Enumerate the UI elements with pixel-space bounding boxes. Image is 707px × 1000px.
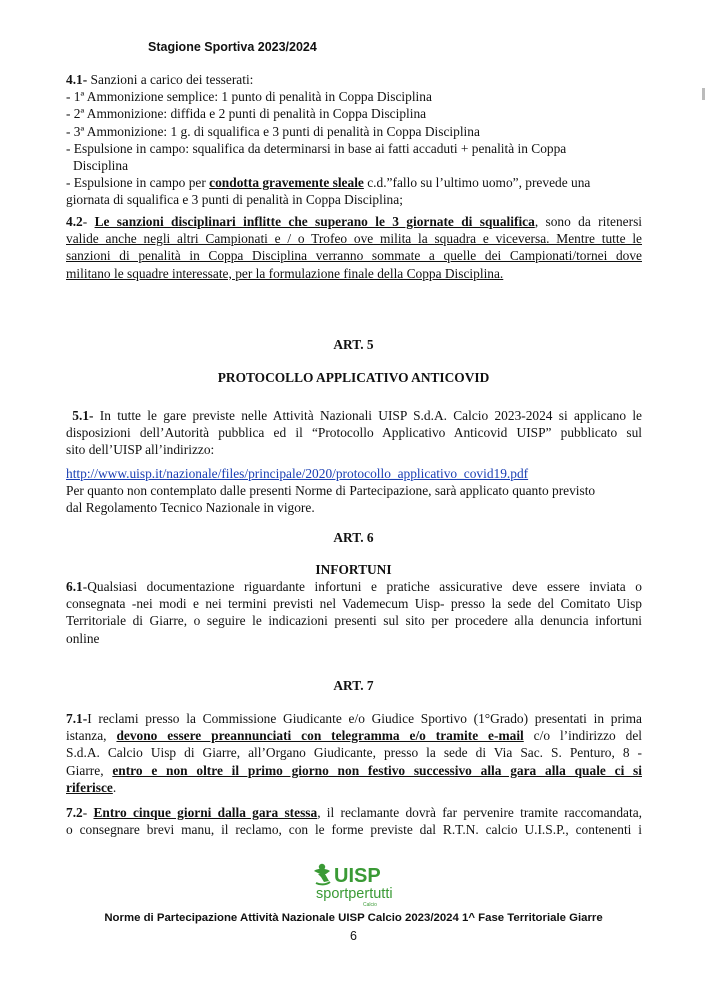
paragraph-text: . — [112, 779, 117, 795]
article-title: ART. 6 — [333, 530, 374, 545]
list-item-rest: c.d.”fallo su l’ultimo uomo”, prevede una — [363, 175, 591, 191]
logo-brand: UISP — [334, 865, 381, 887]
uisp-logo — [308, 861, 418, 907]
section-number: 4.1- — [66, 72, 88, 87]
article-subtitle: PROTOCOLLO APPLICATIVO ANTICOVID — [217, 370, 490, 385]
paragraph-text: disposizioni dell’Autorità pubblica ed il “Protocollo Applicativo Anticovid UISP” pubblicato sul — [66, 425, 642, 441]
paragraph-text: consegnata -nei modi e nei termini previsti nel Vademecum Uisp- presso la sede del Comitato Uisp — [66, 596, 642, 612]
paragraph-text: sanzioni di penalità in Coppa Disciplina verranno sommate a quelle dei Campionati/tornei dove — [66, 248, 642, 264]
paragraph-text: , sono da ritenersi — [534, 214, 643, 229]
section-5-1 — [66, 407, 642, 516]
emphasis-text: devono essere preannunciati con telegramma e/o tramite e-mail — [116, 728, 524, 744]
section-6-1 — [66, 578, 642, 647]
section-number: 6.1 — [66, 579, 83, 594]
footer-title: Norme di Partecipazione Attività Nazionale UISP Calcio 2023/2024 1^ Fase Territoriale Giarre — [104, 912, 603, 924]
page-number: 6 — [350, 929, 357, 943]
paragraph-text: Per quanto non contemplato dalle presenti Norme di Partecipazione, sarà applicato quanto previsto — [66, 482, 596, 498]
paragraph-text: dal Regolamento Tecnico Nazionale in vigore. — [66, 500, 315, 516]
page-edge-mark — [702, 88, 705, 100]
list-item: - Espulsione in campo per — [66, 175, 210, 191]
emphasis-text: entro e non oltre il primo giorno non festivo successivo alla gara alla quale ci si — [112, 762, 642, 778]
section-number: 4.2 — [66, 214, 83, 229]
section-4-1 — [66, 71, 642, 209]
emphasis-text: Entro cinque giorni dalla gara stessa — [93, 805, 318, 820]
list-item-continuation: Disciplina — [73, 158, 129, 174]
uisp-logo-icon — [308, 861, 418, 907]
paragraph-text: c/o l’indirizzo del — [523, 728, 642, 744]
emphasis-text: condotta gravemente sleale — [209, 175, 364, 191]
paragraph-text: istanza, — [66, 728, 117, 744]
paragraph-text: online — [66, 630, 100, 646]
list-item-continuation: giornata di squalifica e 3 punti di penalità in Coppa Disciplina; — [66, 192, 403, 208]
paragraph-text: Giarre, — [66, 762, 113, 778]
season-header: Stagione Sportiva 2023/2024 — [148, 40, 317, 54]
paragraph-text: valide anche negli altri Campionati e / o Trofeo ove milita la squadra e viceversa. Mentre tutte le — [66, 231, 642, 247]
section-4-2 — [66, 213, 642, 282]
paragraph-text: militano le squadre interessate, per la formulazione finale della Coppa Disciplina. — [66, 265, 504, 281]
article-subtitle: INFORTUNI — [315, 562, 392, 577]
paragraph-text: -Qualsiasi documentazione riguardante infortuni e pratiche assicurative deve essere inviata o — [82, 579, 642, 594]
section-number: 7.2 — [66, 805, 83, 820]
list-item: - 3ª Ammonizione: 1 g. di squalifica e 3 punti di penalità in Coppa Disciplina — [66, 123, 480, 139]
section-number: 5.1- — [72, 408, 94, 423]
emphasis-text: Le sanzioni disciplinari inflitte che superano le 3 giornate di squalifica — [94, 214, 535, 229]
paragraph-text: I reclami presso la Commissione Giudicante e/o Giudice Sportivo (1°Grado) presentati in prima — [87, 711, 642, 726]
section-7-1 — [66, 710, 642, 796]
dash: - — [82, 805, 94, 820]
paragraph-text: sito dell’UISP all’indirizzo: — [66, 442, 215, 458]
paragraph-text: Territoriale di Giarre, o seguire le indicazioni presenti sul sito per procedere alla denuncia infortuni — [66, 613, 642, 629]
article-title: ART. 7 — [333, 678, 374, 693]
emphasis-text: riferisce — [66, 779, 113, 795]
paragraph-text: o consegnare brevi manu, il reclamo, con le forme previste dal R.T.N. calcio U.I.S.P., contenenti i — [66, 822, 642, 838]
list-item: - 2ª Ammonizione: diffida e 2 punti di penalità in Coppa Disciplina — [66, 106, 427, 122]
paragraph-text: , il reclamante dovrà far pervenire tramite raccomandata, — [317, 805, 642, 820]
article-title: ART. 5 — [333, 337, 374, 352]
section-number: 7.1- — [66, 711, 88, 726]
dash: - — [82, 214, 95, 229]
paragraph-text: In tutte le gare previste nelle Attività Nazionali UISP S.d.A. Calcio 2023-2024 si applicano le — [93, 408, 642, 423]
section-7-2 — [66, 804, 642, 838]
logo-sub: Calcio — [363, 902, 377, 907]
logo-tagline: sportpertutti — [316, 886, 393, 902]
list-item: - 1ª Ammonizione semplice: 1 punto di penalità in Coppa Disciplina — [66, 89, 432, 105]
paragraph-text: S.d.A. Calcio Uisp di Giarre, all’Organo Giudicante, presso la sede di Via Sac. S. Penturo, 8 - — [66, 745, 642, 761]
list-item: - Espulsione in campo: squalifica da determinarsi in base ai fatti accaduti + penalità in Coppa — [66, 140, 567, 156]
section-intro: Sanzioni a carico dei tesserati: — [87, 72, 254, 87]
protocol-link[interactable]: http://www.uisp.it/nazionale/files/principale/2020/protocollo_applicativo_covid19.pdf — [66, 465, 529, 481]
